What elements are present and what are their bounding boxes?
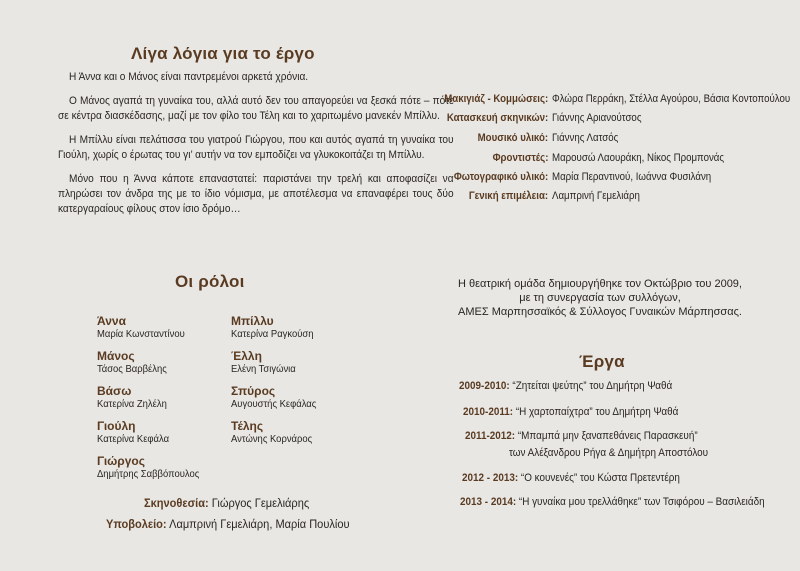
about-paragraph: Η Μπίλλυ είναι πελάτισσα του γιατρού Γιώργου, που και αυτός αγαπά τη γυναίκα του Γιούλη, χωρίς ο έρωτας του γι’ αυτήν να τον εμποδίζει να γλυκοκοιτάζει τη Μπίλλυ.: [58, 134, 454, 161]
actor-name: Ελένη Τσιγώνια: [231, 363, 296, 375]
about-text: [58, 70, 454, 226]
work-item: [465, 430, 698, 442]
role-entry: [231, 384, 326, 411]
crew-label: Κατασκευή σκηνικών:: [446, 112, 548, 124]
crew-value: Μαρία Περαντινού, Ιωάννα Φυσιλάνη: [552, 171, 712, 183]
work-year: 2013 - 2014:: [460, 496, 517, 508]
crew-label: Φροντιστές:: [492, 152, 548, 164]
work-item: [463, 406, 678, 418]
crew-value: Μαρουσώ Λαουράκη, Νίκος Προμπονάς: [552, 152, 725, 164]
works-list: [459, 380, 779, 510]
prompter-credit: [106, 517, 350, 531]
role-entry: [97, 419, 177, 446]
work-year: 2012 - 2013:: [462, 472, 519, 484]
work-year: 2010-2011:: [463, 406, 514, 418]
work-item: [509, 447, 708, 459]
role-entry: [231, 349, 303, 376]
crew-label: Μουσικό υλικό:: [477, 132, 548, 144]
role-entry: [97, 454, 211, 481]
about-paragraph: Μόνο που η Άννα κάποτε επαναστατεί: παριστάνει την τρελή και αποφασίζει να πληρώσει τον άνδρα της με το ίδιο νόμισμα, με αποτέλεσμα να επαναφέρει τους δύο κατεργαραίους φίλους στον ίσιο δρόμο…: [58, 173, 454, 215]
crew-value: Γιάννης Λατσός: [552, 132, 619, 144]
actor-name: Δημήτρης Σαββόπουλος: [97, 468, 200, 480]
role-entry: [231, 314, 323, 341]
role-entry: [97, 314, 195, 341]
founding-line: ΑΜΕΣ Μαρπησσαϊκός & Σύλλογος Γυναικών Μάρπησσας.: [458, 306, 742, 318]
actor-name: Αντώνης Κορνάρος: [231, 433, 313, 445]
work-year: 2011-2012:: [465, 430, 516, 442]
role-entry: [231, 419, 321, 446]
role-name: Μάνος: [97, 349, 135, 363]
work-item: [460, 496, 765, 508]
role-name: Έλλη: [231, 349, 262, 363]
founding-line: Η θεατρική ομάδα δημιουργήθηκε τον Οκτώβριο του 2009,: [458, 278, 742, 290]
role-name: Τέλης: [231, 419, 264, 433]
role-name: Μπίλλυ: [231, 314, 274, 328]
crew-label: Γενική επιμέλεια:: [468, 190, 548, 202]
works-title: Έργα: [579, 352, 625, 371]
crew-label: Φωτογραφικό υλικό:: [453, 171, 548, 183]
role-name: Γιούλη: [97, 419, 136, 433]
work-item: [462, 472, 680, 484]
role-name: Βάσω: [97, 384, 132, 398]
crew-value: Φλώρα Περράκη, Στέλλα Αγούρου, Βάσια Κοντοπούλου: [552, 93, 791, 105]
actor-name: Αυγουστής Κεφάλας: [231, 398, 317, 410]
prompter-label: Υποβολείο:: [106, 517, 167, 531]
direction-value: Γιώργος Γεμελιάρης: [211, 496, 310, 510]
work-title: “Ζητείται ψεύτης” του Δημήτρη Ψαθά: [512, 380, 673, 392]
founding-note: [430, 277, 770, 319]
role-name: Άννα: [97, 314, 126, 328]
role-name: Σπύρος: [231, 384, 276, 398]
work-title: των Αλέξανδρου Ρήγα & Δημήτρη Αποστόλου: [509, 447, 709, 459]
actor-name: Κατερίνα Ζηλέλη: [97, 398, 167, 410]
founding-line: με τη συνεργασία των συλλόγων,: [519, 292, 681, 304]
crew-list: [420, 93, 791, 213]
direction-label: Σκηνοθεσία:: [144, 496, 209, 510]
actor-name: Τάσος Βαρβέλης: [97, 363, 167, 375]
work-title: “Η γυναίκα μου τρελλάθηκε” των Τσιφόρου – Βασιλειάδη: [518, 496, 765, 508]
actor-name: Κατερίνα Ραγκούση: [231, 328, 314, 340]
about-title: Λίγα λόγια για το έργο: [131, 44, 315, 63]
about-paragraph: Η Άννα και ο Μάνος είναι παντρεμένοι αρκετά χρόνια.: [69, 71, 309, 83]
prompter-value: Λαμπρινή Γεμελιάρη, Μαρία Πουλίου: [169, 517, 350, 531]
work-year: 2009-2010:: [459, 380, 510, 392]
work-item: [459, 380, 672, 392]
actor-name: Κατερίνα Κεφάλα: [97, 433, 170, 445]
direction-credit: [144, 496, 309, 510]
role-entry: [97, 384, 175, 411]
work-title: “Η χαρτοπαίχτρα” του Δημήτρη Ψαθά: [515, 406, 679, 418]
roles-title: Οι ρόλοι: [175, 272, 245, 291]
work-title: “Ο κουνενές” του Κώστα Πρετεντέρη: [520, 472, 680, 484]
about-paragraph: Ο Μάνος αγαπά τη γυναίκα του, αλλά αυτό δεν του απαγορεύει να ξεσκά πότε – πότε σε κέντρα διασκέδασης, μαζί με τον φίλο του Τέλη και το χαριτωμένο μανεκέν Μπίλλυ.: [58, 95, 454, 122]
actor-name: Μαρία Κωνσταντίνου: [97, 328, 185, 340]
work-title: “Μπαμπά μην ξαναπεθάνεις Παρασκευή”: [517, 430, 698, 442]
role-entry: [97, 349, 175, 376]
role-name: Γιώργος: [97, 454, 145, 468]
crew-value: Λαμπρινή Γεμελιάρη: [552, 190, 640, 202]
crew-value: Γιάννης Αριανούτσος: [552, 112, 642, 124]
crew-label: Μακιγιάζ - Κομμώσεις:: [443, 93, 548, 105]
